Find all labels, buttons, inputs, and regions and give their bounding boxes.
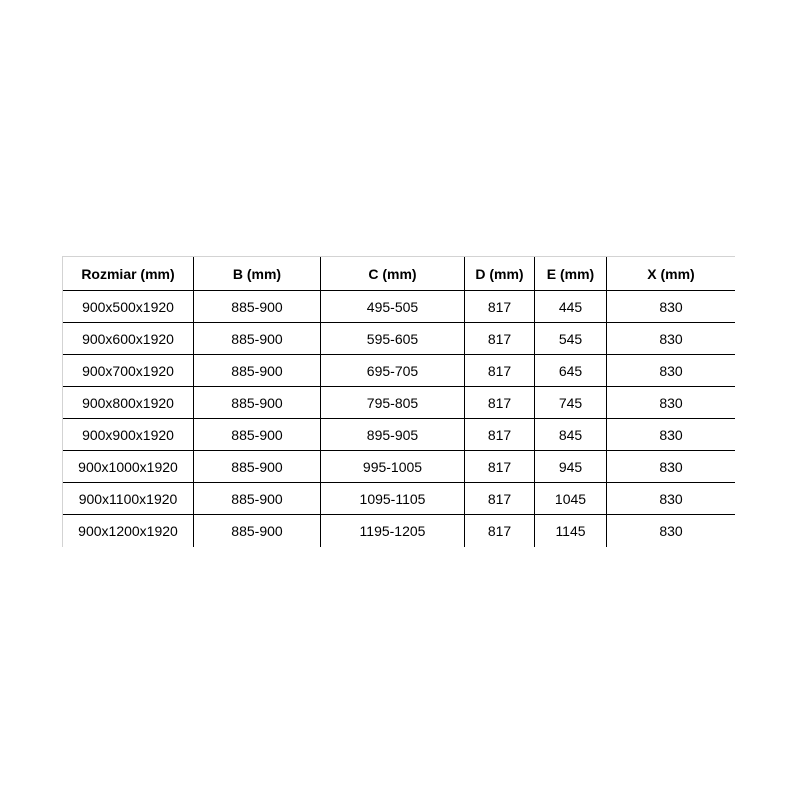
table-cell: 830 xyxy=(607,483,735,515)
table-row xyxy=(63,291,735,323)
column-header-e: E (mm) xyxy=(535,257,607,291)
column-header-d: D (mm) xyxy=(465,257,535,291)
table-cell: 900x700x1920 xyxy=(63,355,194,387)
table-cell: 885-900 xyxy=(194,515,321,547)
table-cell: 900x600x1920 xyxy=(63,323,194,355)
table-cell: 885-900 xyxy=(194,387,321,419)
table-cell: 817 xyxy=(465,451,535,483)
table-cell: 900x500x1920 xyxy=(63,291,194,323)
table-cell: 817 xyxy=(465,355,535,387)
table-cell: 900x1100x1920 xyxy=(63,483,194,515)
table-cell: 1095-1105 xyxy=(321,483,465,515)
table-cell: 595-605 xyxy=(321,323,465,355)
table-cell: 830 xyxy=(607,419,735,451)
table-cell: 900x1000x1920 xyxy=(63,451,194,483)
table-cell: 885-900 xyxy=(194,291,321,323)
table-cell: 830 xyxy=(659,523,683,539)
table-cell: 830 xyxy=(607,355,735,387)
table-row xyxy=(63,483,735,515)
table-cell: 745 xyxy=(535,387,607,419)
table-cell: 817 xyxy=(465,387,535,419)
table-cell: 695-705 xyxy=(321,355,465,387)
table-cell: 817 xyxy=(465,515,535,547)
dimensions-table xyxy=(62,256,735,547)
table-cell: 830 xyxy=(607,323,735,355)
header-row xyxy=(63,257,735,291)
table-cell: 900x900x1920 xyxy=(63,419,194,451)
table-cell: 885-900 xyxy=(194,483,321,515)
table-cell: 830 xyxy=(607,387,735,419)
table-cell: 645 xyxy=(535,355,607,387)
table-cell: 885-900 xyxy=(194,451,321,483)
table-cell: 795-805 xyxy=(321,387,465,419)
table-cell: 817 xyxy=(465,483,535,515)
table-cell: 830 xyxy=(607,451,735,483)
table-row xyxy=(63,355,735,387)
column-header-rozmiar: Rozmiar (mm) xyxy=(63,257,194,291)
table-cell: 945 xyxy=(535,451,607,483)
table-cell: 1045 xyxy=(535,483,607,515)
table-row xyxy=(63,323,735,355)
table-cell: 1195-1205 xyxy=(321,515,465,547)
table-row xyxy=(63,515,735,547)
table-cell: 900x800x1920 xyxy=(63,387,194,419)
table-cell: 885-900 xyxy=(194,323,321,355)
table-cell: 545 xyxy=(535,323,607,355)
table-cell: 885-900 xyxy=(194,355,321,387)
table-cell: 817 xyxy=(465,323,535,355)
table-cell: 1145 xyxy=(535,515,607,547)
table-cell: 885-900 xyxy=(194,419,321,451)
table-row xyxy=(63,451,735,483)
table-cell: 845 xyxy=(535,419,607,451)
table-cell: 817 xyxy=(465,419,535,451)
column-header-b: B (mm) xyxy=(194,257,321,291)
table-cell: 900x1200x1920 xyxy=(63,515,194,547)
column-header-x: X (mm) xyxy=(607,257,735,291)
table-cell: 895-905 xyxy=(321,419,465,451)
table-row xyxy=(63,419,735,451)
column-header-c: C (mm) xyxy=(321,257,465,291)
table-cell: 445 xyxy=(535,291,607,323)
table-cell: 995-1005 xyxy=(321,451,465,483)
table-cell: 495-505 xyxy=(321,291,465,323)
table-row xyxy=(63,387,735,419)
table-cell: 817 xyxy=(465,291,535,323)
table-cell: 830 xyxy=(607,291,735,323)
